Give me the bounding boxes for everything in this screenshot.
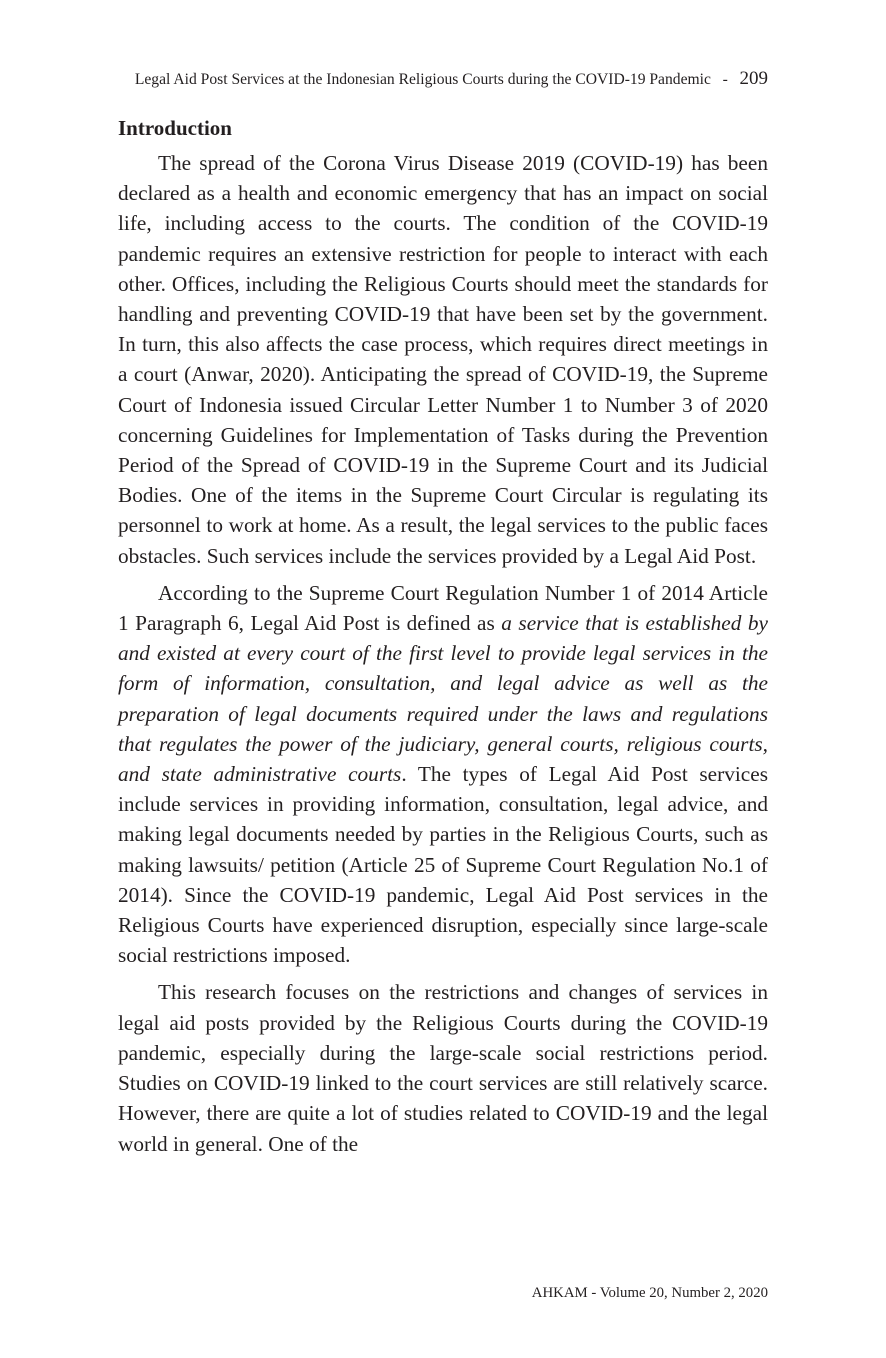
body-text <box>118 148 768 1159</box>
paragraph-2-start: According to the Supreme Court Regulation Number 1 of 2014 Article 1 Paragraph 6, Legal Aid Post is defined as <box>118 580 768 636</box>
paragraph-2-end: . The types of Legal Aid Post services include services in providing information, consultation, legal advice, and making legal documents needed by parties in the Religious Courts, such as making lawsuits/ petition (Article 25 of Supreme Court Regulation No.1 of 2014). Since the COVID-19 pandemic, Legal Aid Post services in the Religious Courts have experienced disruption, especially since large-scale social restrictions imposed. <box>118 762 768 968</box>
running-footer: AHKAM - Volume 20, Number 2, 2020 <box>531 1285 768 1301</box>
paragraph-2-definition: a service that is established by and existed at every court of the first level to provide legal services in the form of information, consultation, and legal advice as well as the preparation of legal documents required under the laws and regulations that regulates the power of the judiciary, general courts, religious courts, and state administrative courts <box>118 611 768 787</box>
header-separator: - <box>722 71 728 88</box>
running-header <box>118 68 768 91</box>
section-heading: Introduction <box>118 116 232 140</box>
paragraph-1: The spread of the Corona Virus Disease 2019 (COVID-19) has been declared as a health and economic emergency that has an impact on social life, including access to the courts. The condition of the COVID-19 pandemic requires an extensive restriction for people to interact with each other. Offices, including the Religious Courts should meet the standards for handling and preventing COVID-19 that have been set by the government. In turn, this also affects the case process, which requires direct meetings in a court (Anwar, 2020). Anticipating the spread of COVID-19, the Supreme Court of Indonesia issued Circular Letter Number 1 to Number 3 of 2020 concerning Guidelines for Implementation of Tasks during the Prevention Period of the Spread of COVID-19 in the Supreme Court and its Judicial Bodies. One of the items in the Supreme Court Circular is regulating its personnel to work at home. As a result, the legal services to the public faces obstacles. Such services include the services provided by a Legal Aid Post. <box>118 151 768 568</box>
running-title: Legal Aid Post Services at the Indonesian Religious Courts during the COVID-19 Pandemic <box>134 71 711 88</box>
page-number: 209 <box>739 68 768 89</box>
journal-page <box>118 0 768 1358</box>
paragraph-2 <box>118 578 768 971</box>
paragraph-3: This research focuses on the restrictions and changes of services in legal aid posts provided by the Religious Courts during the COVID-19 pandemic, especially during the large-scale social restrictions period. Studies on COVID-19 linked to the court services are still relatively scarce. However, there are quite a lot of studies related to COVID-19 and the legal world in general. One of the <box>118 980 768 1156</box>
